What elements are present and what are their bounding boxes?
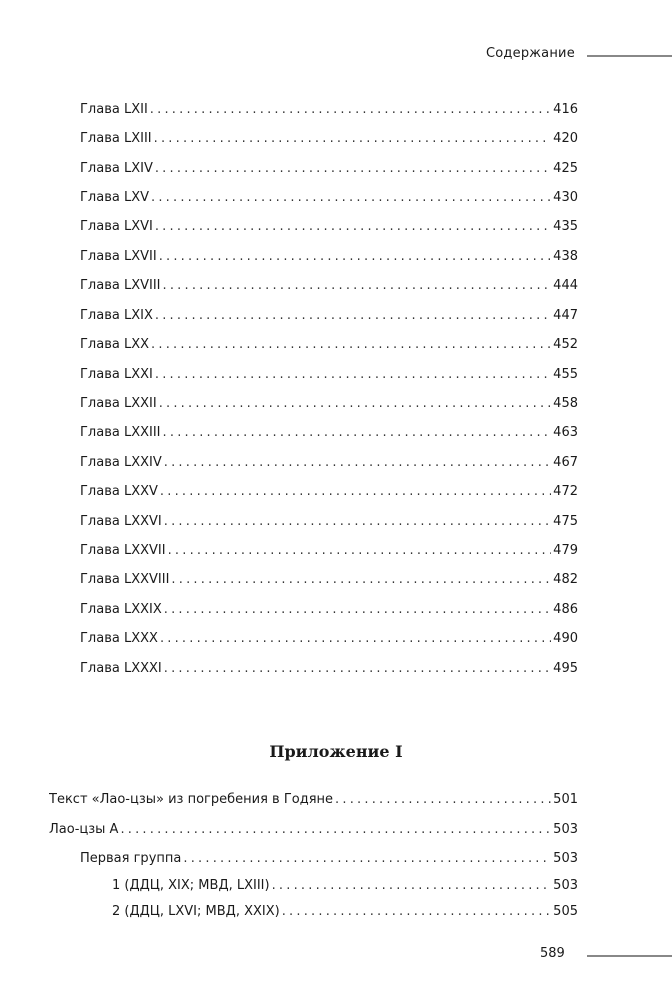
toc-entry-label: Глава LXV — [80, 190, 150, 205]
toc-entry-page: 479 — [553, 543, 578, 558]
toc-entry — [80, 249, 578, 265]
toc-entry — [49, 822, 578, 838]
toc-entry-label: Глава LXXIV — [80, 455, 162, 470]
toc-entry-label: Глава LXXVII — [80, 543, 166, 558]
toc-leader — [155, 161, 551, 177]
toc-entry-page: 444 — [553, 278, 578, 293]
toc-leader — [272, 878, 552, 894]
toc-entry-label: Глава LXVI — [80, 219, 153, 234]
toc-entry-page: 503 — [553, 851, 578, 866]
toc-entry-page: 467 — [553, 455, 578, 470]
toc-entry — [80, 102, 578, 118]
toc-leader — [164, 455, 551, 471]
footer-rule — [587, 955, 672, 957]
toc-leader — [160, 631, 551, 647]
toc-entry-page: 475 — [553, 514, 578, 529]
toc-entry-page: 455 — [553, 367, 578, 382]
toc-entry-label: Глава LXXXI — [80, 661, 162, 676]
toc-entry-page: 425 — [553, 161, 578, 176]
appendix-title: Приложение I — [269, 742, 403, 761]
toc-leader — [163, 425, 552, 441]
toc-entry-page: 472 — [553, 484, 578, 499]
toc-entry-label: Глава LXXVIII — [80, 572, 170, 587]
toc-entry-label: Глава LXX — [80, 337, 150, 352]
toc-leader — [150, 102, 551, 118]
toc-entry-label: Глава LXIII — [80, 131, 152, 146]
toc-leader — [155, 308, 551, 324]
toc-entry-page: 447 — [553, 308, 578, 323]
header-title: Содержание — [486, 46, 575, 61]
toc-entry — [80, 514, 578, 530]
toc-entry-label: Глава LXXV — [80, 484, 158, 499]
toc-entry — [80, 425, 578, 441]
toc-entry-page: 482 — [553, 572, 578, 587]
toc-entry — [80, 602, 578, 618]
page-number: 589 — [540, 946, 565, 961]
toc-leader — [335, 792, 551, 808]
toc-entry-label: Текст «Лао-цзы» из погребения в Годяне — [49, 792, 334, 807]
toc-entry-label: Глава LXVII — [80, 249, 157, 264]
toc-leader — [171, 572, 551, 588]
toc-leader — [164, 514, 551, 530]
toc-entry-page: 503 — [553, 822, 578, 837]
toc-entry-page: 430 — [553, 190, 578, 205]
toc-entry-label: Глава LXXX — [80, 631, 158, 646]
toc-leader — [159, 396, 551, 412]
toc-entry-label: Первая группа — [80, 851, 182, 866]
toc-entry-label: 2 (ДДЦ, LXVI; МВД, XXIX) — [112, 904, 280, 919]
toc-entry — [80, 131, 578, 147]
toc-leader — [282, 904, 551, 920]
toc-entry — [80, 484, 578, 500]
toc-entry — [80, 337, 578, 353]
toc-leader — [154, 131, 552, 147]
toc-leader — [120, 822, 551, 838]
toc-entry — [80, 219, 578, 235]
toc-entry-label: Лао-цзы А — [49, 822, 119, 837]
toc-entry-label: Глава LXXIX — [80, 602, 162, 617]
toc-entry-page: 490 — [553, 631, 578, 646]
toc-entry — [80, 367, 578, 383]
toc-leader — [155, 219, 551, 235]
toc-entry-label: Глава LXIX — [80, 308, 153, 323]
toc-entry-page: 452 — [553, 337, 578, 352]
toc-entry-page: 463 — [553, 425, 578, 440]
toc-entry — [80, 396, 578, 412]
toc-entry-page: 495 — [553, 661, 578, 676]
toc-entry — [80, 161, 578, 177]
toc-entry — [80, 543, 578, 559]
toc-entry — [80, 278, 578, 294]
toc-entry-label: Глава LXXI — [80, 367, 153, 382]
toc-entry-label: Глава LXII — [80, 102, 148, 117]
toc-entry — [80, 851, 578, 867]
toc-leader — [163, 278, 552, 294]
toc-entry-label: Глава LXXII — [80, 396, 157, 411]
toc-entry-page: 458 — [553, 396, 578, 411]
toc-leader — [168, 543, 552, 559]
toc-entry-page: 501 — [553, 792, 578, 807]
toc-entry — [80, 308, 578, 324]
toc-entry — [80, 455, 578, 471]
toc-leader — [183, 851, 551, 867]
toc-entry — [112, 904, 578, 920]
toc-entry — [49, 792, 578, 808]
toc-leader — [164, 602, 551, 618]
toc-leader — [151, 337, 551, 353]
toc-entry — [112, 878, 578, 894]
toc-leader — [155, 367, 551, 383]
toc-entry-page: 420 — [553, 131, 578, 146]
toc-entry-label: Глава LXXVI — [80, 514, 162, 529]
toc-entry — [80, 572, 578, 588]
toc-entry-page: 503 — [553, 878, 578, 893]
toc-leader — [159, 249, 551, 265]
toc-leader — [151, 190, 551, 206]
toc-entry-label: Глава LXVIII — [80, 278, 161, 293]
toc-leader — [164, 661, 551, 677]
toc-entry — [80, 661, 578, 677]
toc-entry-page: 438 — [553, 249, 578, 264]
toc-entry-page: 416 — [553, 102, 578, 117]
toc-leader — [160, 484, 551, 500]
header-rule — [587, 55, 672, 57]
toc-entry — [80, 190, 578, 206]
toc-entry-page: 486 — [553, 602, 578, 617]
toc-entry-page: 505 — [553, 904, 578, 919]
toc-entry-page: 435 — [553, 219, 578, 234]
toc-entry-label: 1 (ДДЦ, XIX; МВД, LXIII) — [112, 878, 270, 893]
toc-entry-label: Глава LXXIII — [80, 425, 161, 440]
toc-entry-label: Глава LXIV — [80, 161, 153, 176]
toc-entry — [80, 631, 578, 647]
